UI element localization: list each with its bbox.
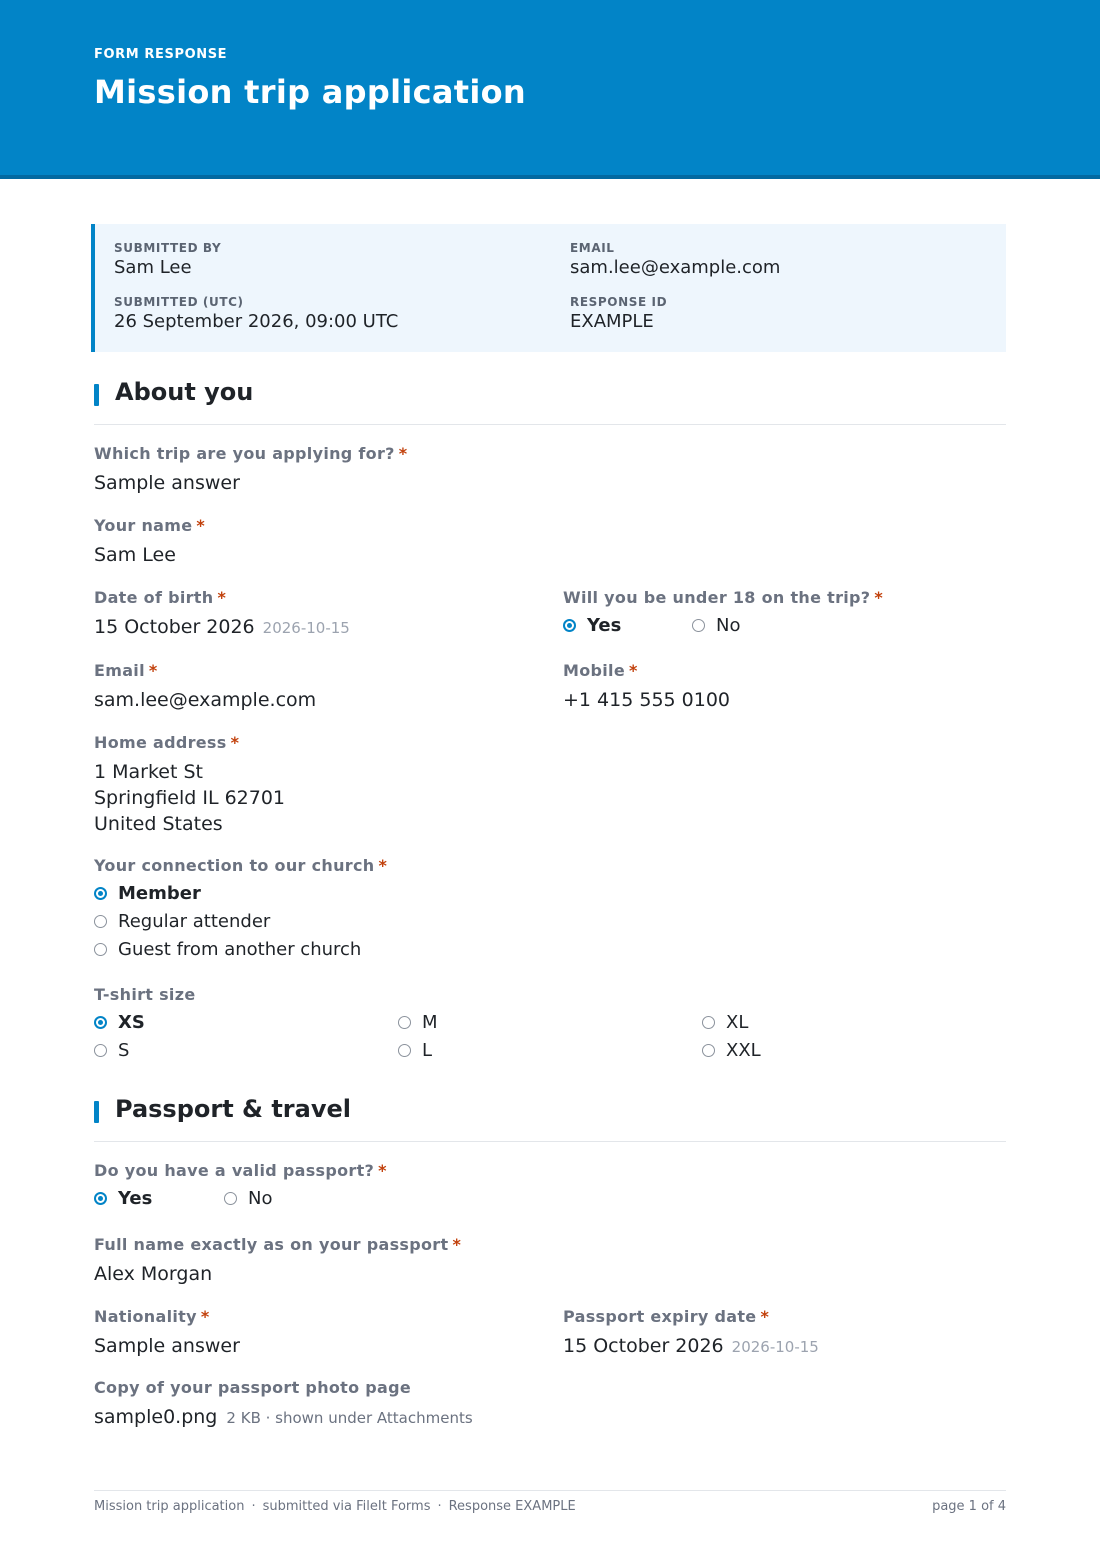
page-footer bbox=[94, 1490, 1006, 1531]
question-label: Do you have a valid passport? * bbox=[94, 1161, 387, 1180]
address-line: Springfield IL 62701 bbox=[94, 787, 286, 809]
submitted-utc-label: SUBMITTED (UTC) bbox=[114, 295, 244, 309]
radio-label: Guest from another church bbox=[118, 938, 362, 960]
radio-empty-icon bbox=[692, 619, 705, 632]
required-marker: * bbox=[148, 661, 158, 680]
submission-meta-panel bbox=[91, 224, 1006, 352]
response-id-label: RESPONSE ID bbox=[570, 295, 668, 309]
question-label: Which trip are you applying for? * bbox=[94, 444, 408, 463]
radio-selected-icon bbox=[94, 1016, 107, 1029]
radio-tshirt-s[interactable] bbox=[94, 1039, 129, 1061]
question-label: Date of birth * bbox=[94, 588, 227, 607]
date-long: 15 October 2026 bbox=[94, 616, 255, 638]
radio-empty-icon bbox=[398, 1016, 411, 1029]
response-id bbox=[570, 295, 667, 332]
question-label: Email * bbox=[94, 661, 158, 680]
radio-connection-guest[interactable] bbox=[94, 938, 361, 960]
field-church-connection bbox=[94, 856, 387, 875]
required-marker: * bbox=[398, 444, 408, 463]
field-name bbox=[94, 516, 205, 568]
answer-value: sam.lee@example.com bbox=[94, 689, 317, 711]
field-nationality bbox=[94, 1307, 240, 1359]
radio-label: L bbox=[422, 1039, 433, 1061]
section-accent-bar bbox=[94, 1101, 99, 1123]
submitted-by-label: SUBMITTED BY bbox=[114, 241, 222, 255]
submitted-by bbox=[114, 241, 221, 278]
radio-passport-no[interactable] bbox=[224, 1187, 272, 1209]
question-label: Home address * bbox=[94, 733, 240, 752]
date-long: 15 October 2026 bbox=[563, 1335, 724, 1357]
radio-under18-no[interactable] bbox=[692, 614, 740, 636]
required-marker: * bbox=[230, 733, 240, 752]
answer-value bbox=[563, 1333, 819, 1360]
radio-label: Member bbox=[118, 882, 201, 904]
answer-value: Sample answer bbox=[94, 472, 240, 494]
answer-value: Sam Lee bbox=[94, 544, 176, 566]
radio-empty-icon bbox=[702, 1016, 715, 1029]
response-id-value: EXAMPLE bbox=[570, 311, 654, 332]
field-passport-expiry bbox=[563, 1307, 819, 1360]
radio-label: Yes bbox=[587, 614, 622, 636]
radio-label: XXL bbox=[726, 1039, 761, 1061]
submitted-utc-value: 26 September 2026, 09:00 UTC bbox=[114, 311, 399, 332]
required-marker: * bbox=[629, 661, 638, 680]
attachment-meta: 2 KB · shown under Attachments bbox=[226, 1409, 473, 1427]
field-trip bbox=[94, 444, 407, 496]
section-title: About you bbox=[115, 378, 254, 406]
radio-label: No bbox=[248, 1187, 273, 1209]
radio-selected-icon bbox=[563, 619, 576, 632]
submitted-by-value: Sam Lee bbox=[114, 257, 192, 278]
question-label: Your connection to our church * bbox=[94, 856, 388, 875]
radio-tshirt-xl[interactable] bbox=[702, 1011, 748, 1033]
field-email bbox=[94, 661, 316, 713]
radio-empty-icon bbox=[702, 1044, 715, 1057]
radio-empty-icon bbox=[94, 915, 107, 928]
radio-label: Yes bbox=[118, 1187, 153, 1209]
field-passport-copy bbox=[94, 1378, 473, 1431]
required-marker: * bbox=[760, 1307, 770, 1326]
radio-label: Regular attender bbox=[118, 910, 271, 932]
question-label: Nationality * bbox=[94, 1307, 210, 1326]
section-passport-travel bbox=[94, 1093, 1006, 1142]
question-label: Your name * bbox=[94, 516, 206, 535]
field-home-address bbox=[94, 733, 285, 837]
field-under-18 bbox=[563, 588, 883, 607]
answer-value: +1 415 555 0100 bbox=[563, 689, 731, 711]
footer-info bbox=[94, 1499, 576, 1514]
form-header bbox=[0, 0, 1100, 179]
attachment-filename[interactable]: sample0.png bbox=[94, 1406, 218, 1428]
footer-separator: · bbox=[251, 1499, 256, 1514]
address-line: 1 Market St bbox=[94, 761, 203, 783]
attachment bbox=[94, 1404, 473, 1431]
required-marker: * bbox=[452, 1235, 462, 1254]
footer-via: submitted via FileIt Forms bbox=[262, 1499, 431, 1514]
answer-value: Alex Morgan bbox=[94, 1263, 213, 1285]
required-marker: * bbox=[874, 588, 884, 607]
section-about-you bbox=[94, 376, 1006, 425]
footer-separator: · bbox=[437, 1499, 442, 1514]
question-label: T-shirt size bbox=[94, 985, 196, 1004]
question-label: Passport expiry date * bbox=[563, 1307, 770, 1326]
radio-label: S bbox=[118, 1039, 130, 1061]
field-date-of-birth bbox=[94, 588, 350, 641]
radio-empty-icon bbox=[94, 943, 107, 956]
answer-value: Sample answer bbox=[94, 1335, 240, 1357]
field-mobile bbox=[563, 661, 730, 713]
question-label: Full name exactly as on your passport * bbox=[94, 1235, 462, 1254]
question-label: Will you be under 18 on the trip? * bbox=[563, 588, 884, 607]
radio-selected-icon bbox=[94, 1192, 107, 1205]
radio-under18-yes[interactable] bbox=[563, 614, 621, 636]
radio-empty-icon bbox=[398, 1044, 411, 1057]
radio-tshirt-m[interactable] bbox=[398, 1011, 438, 1033]
date-iso: 2026-10-15 bbox=[731, 1338, 819, 1356]
required-marker: * bbox=[200, 1307, 210, 1326]
field-tshirt-size bbox=[94, 985, 195, 1004]
radio-connection-regular-attender[interactable] bbox=[94, 910, 270, 932]
radio-label: No bbox=[716, 614, 741, 636]
required-marker: * bbox=[196, 516, 206, 535]
question-label: Copy of your passport photo page bbox=[94, 1378, 412, 1397]
footer-response: Response EXAMPLE bbox=[448, 1499, 576, 1514]
header-eyebrow: FORM RESPONSE bbox=[94, 47, 228, 62]
submitted-time bbox=[114, 295, 398, 332]
field-passport-full-name bbox=[94, 1235, 461, 1287]
page-number: page 1 of 4 bbox=[932, 1499, 1006, 1514]
footer-form-name: Mission trip application bbox=[94, 1499, 245, 1514]
section-title: Passport & travel bbox=[115, 1095, 351, 1123]
radio-tshirt-xs[interactable] bbox=[94, 1011, 145, 1033]
radio-connection-member[interactable] bbox=[94, 882, 201, 904]
submitter-email bbox=[570, 241, 780, 278]
required-marker: * bbox=[378, 1161, 387, 1180]
radio-selected-icon bbox=[94, 887, 107, 900]
required-marker: * bbox=[217, 588, 227, 607]
email-label: EMAIL bbox=[570, 241, 615, 255]
required-marker: * bbox=[378, 856, 388, 875]
section-accent-bar bbox=[94, 384, 99, 406]
date-iso: 2026-10-15 bbox=[262, 619, 350, 637]
email-value: sam.lee@example.com bbox=[570, 257, 781, 278]
radio-empty-icon bbox=[224, 1192, 237, 1205]
radio-label: XS bbox=[118, 1011, 145, 1033]
question-label: Mobile * bbox=[563, 661, 638, 680]
radio-label: M bbox=[422, 1011, 438, 1033]
radio-tshirt-l[interactable] bbox=[398, 1039, 432, 1061]
address-line: United States bbox=[94, 813, 223, 835]
form-title: Mission trip application bbox=[94, 73, 527, 111]
answer-value bbox=[94, 614, 350, 641]
field-valid-passport bbox=[94, 1161, 387, 1180]
radio-tshirt-xxl[interactable] bbox=[702, 1039, 761, 1061]
radio-label: XL bbox=[726, 1011, 749, 1033]
radio-empty-icon bbox=[94, 1044, 107, 1057]
radio-passport-yes[interactable] bbox=[94, 1187, 152, 1209]
